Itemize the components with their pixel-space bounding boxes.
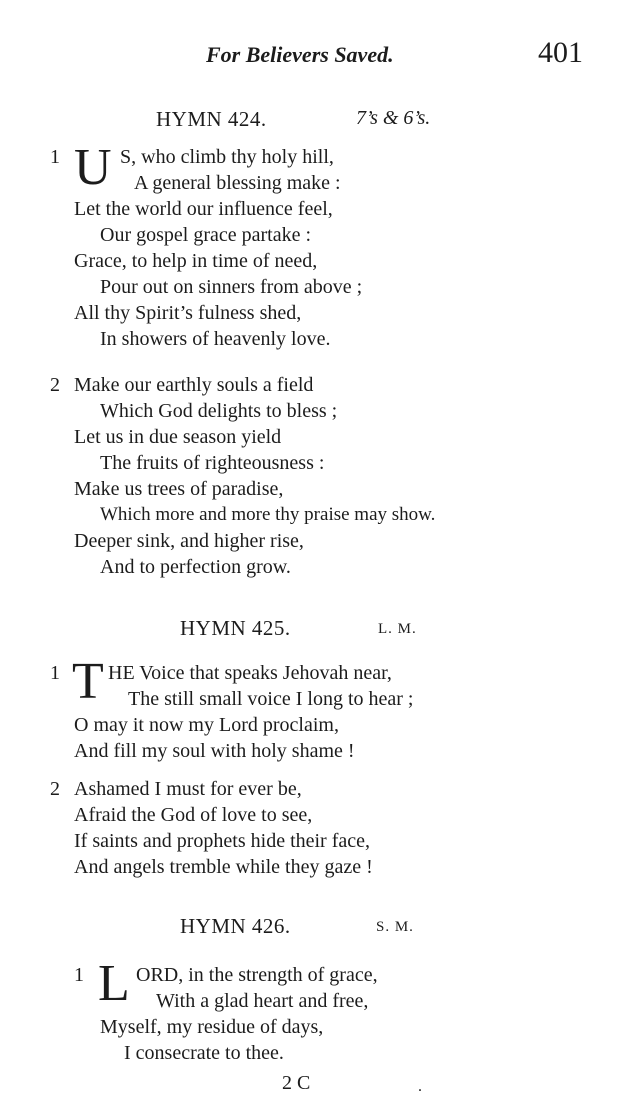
hymn-424-heading: HYMN 424. <box>156 107 267 131</box>
verse-line: Afraid the God of love to see, <box>74 804 313 826</box>
verse-line: The still small voice I long to hear ; <box>128 688 414 710</box>
verse-line: Grace, to help in time of need, <box>74 250 318 272</box>
hymn-425-verse-1-number: 1 <box>50 662 60 684</box>
verse-line: Myself, my residue of days, <box>100 1016 324 1038</box>
verse-line: Let the world our influence feel, <box>74 198 333 220</box>
verse-line: HE Voice that speaks Jehovah near, <box>108 662 392 684</box>
verse-line: And angels tremble while they gaze ! <box>74 856 373 878</box>
signature-mark: 2 C <box>282 1072 311 1094</box>
verse-line: Pour out on sinners from above ; <box>100 276 363 298</box>
hymn-425-heading: HYMN 425. <box>180 616 291 640</box>
hymn-425-verse-2-number: 2 <box>50 778 60 800</box>
hymn-425-dropcap: T <box>72 653 104 710</box>
verse-line: S, who climb thy holy hill, <box>120 146 334 168</box>
hymn-426-meter: S. M. <box>376 919 414 935</box>
hymn-426-verse-1-number: 1 <box>74 964 84 986</box>
page-number: 401 <box>538 36 583 69</box>
verse-line: In showers of heavenly love. <box>100 328 331 350</box>
verse-line: I consecrate to thee. <box>124 1042 284 1064</box>
verse-line: ORD, in the strength of grace, <box>136 964 378 986</box>
hymn-424-meter: 7’s & 6’s. <box>356 107 431 129</box>
hymn-426-heading: HYMN 426. <box>180 914 291 938</box>
verse-line: All thy Spirit’s fulness shed, <box>74 302 302 324</box>
hymn-425-meter: L. M. <box>378 621 417 637</box>
verse-line: Deeper sink, and higher rise, <box>74 530 304 552</box>
verse-line: Our gospel grace partake : <box>100 224 312 246</box>
footer-dot: . <box>418 1078 422 1095</box>
verse-line: Make our earthly souls a field <box>74 374 314 396</box>
verse-line: A general blessing make : <box>134 172 341 194</box>
verse-line: Which God delights to bless ; <box>100 400 338 422</box>
verse-line: If saints and prophets hide their face, <box>74 830 371 852</box>
verse-line: And fill my soul with holy shame ! <box>74 740 355 762</box>
hymn-424-verse-1-number: 1 <box>50 146 60 168</box>
verse-line: O may it now my Lord proclaim, <box>74 714 339 736</box>
verse-line: Ashamed I must for ever be, <box>74 778 302 800</box>
verse-line: Which more and more thy praise may show. <box>100 504 436 525</box>
verse-line: Make us trees of paradise, <box>74 478 284 500</box>
hymn-424-dropcap: U <box>74 139 112 196</box>
hymn-424-verse-2-number: 2 <box>50 374 60 396</box>
verse-line: And to perfection grow. <box>100 556 291 578</box>
hymn-426-dropcap: L <box>98 955 130 1012</box>
verse-line: Let us in due season yield <box>74 426 282 448</box>
running-header: For Believers Saved. <box>206 42 394 67</box>
verse-line: With a glad heart and free, <box>156 990 369 1012</box>
verse-line: The fruits of righteousness : <box>100 452 325 474</box>
